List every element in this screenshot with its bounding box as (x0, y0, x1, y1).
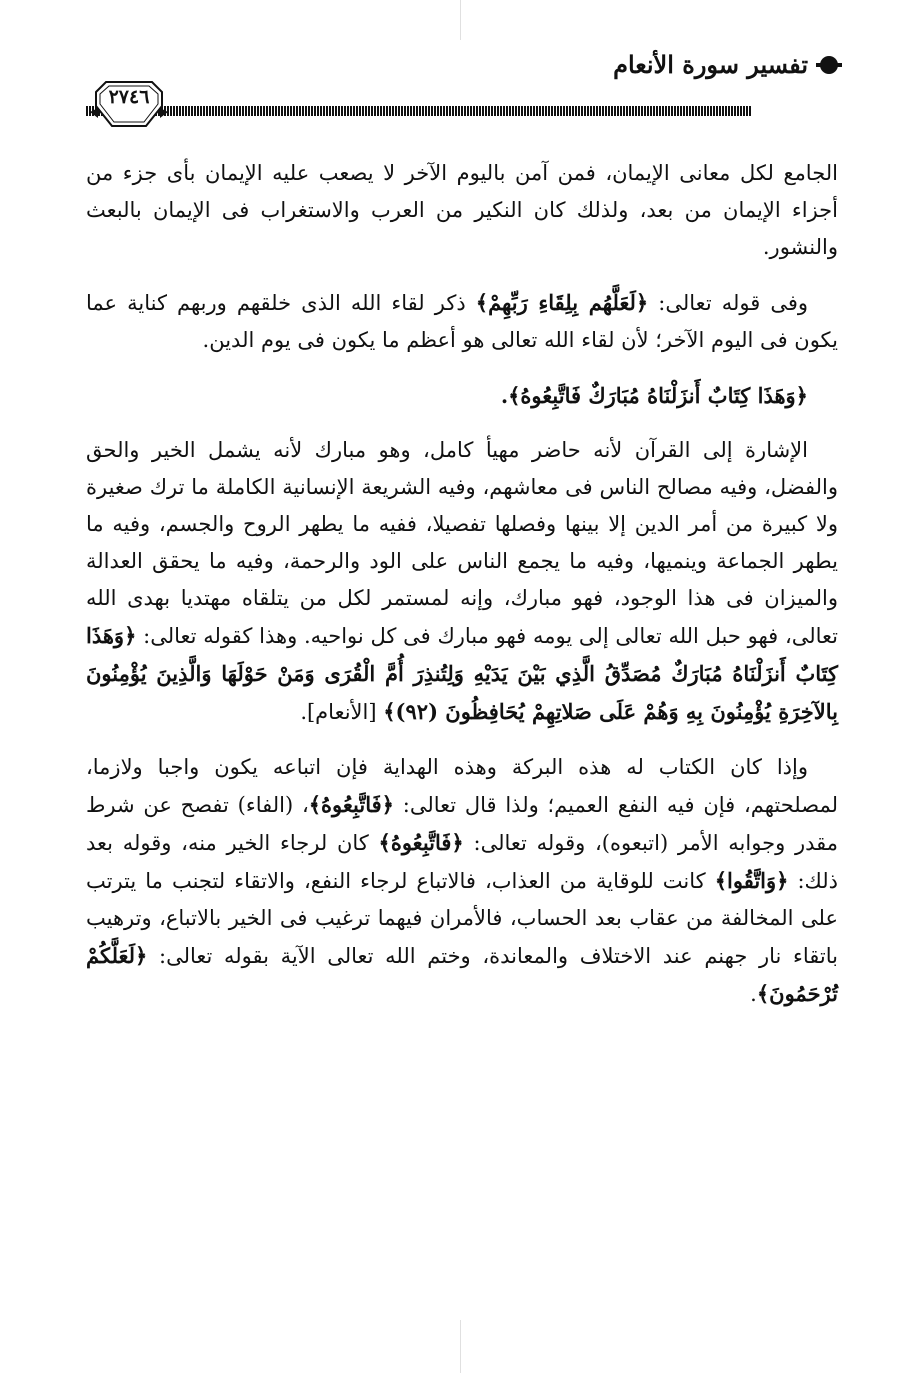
quran-quote: ﴿فَاتَّبِعُوهُ﴾ (378, 830, 464, 855)
quran-quote: ﴿فَاتَّبِعُوهُ﴾ (308, 792, 394, 817)
paragraph-3 (86, 432, 838, 731)
scan-edge-mark-top (460, 0, 461, 40)
paragraph-1: الجامع لكل معانى الإيمان، فمن آمن باليوم الآخر لا يصعب عليه الإيمان بأى جزء من أجزاء الإيمان من بعد، ولذلك كان النكير من العرب والاستغراب فى الإيمان بالبعث والنشور. (86, 161, 838, 259)
paragraph-4-text: ، (الفاء) تفصح عن شرط مقدر وجوابه الأمر (اتبعوه)، وقوله تعالى: (86, 793, 838, 855)
body-text (86, 155, 838, 1031)
paragraph-2-rest: ذكر لقاء الله الذى خلقهم وربهم كناية عما يكون فى اليوم الآخر؛ لأن لقاء الله تعالى هو أعظم ما يكون فى يوم الدين. (86, 291, 838, 352)
quran-quote: ﴿وَهَذَا كِتَابٌ أَنزَلْنَاهُ مُبَارَكٌ مُصَدِّقُ الَّذِي بَيْنَ يَدَيْهِ وَلِتُنذِرَ أُمَّ الْقُرَى وَمَنْ حَوْلَهَا وَالَّذِينَ يُؤْمِنُونَ بِالآخِرَةِ يُؤْمِنُونَ بِهِ وَهُمْ عَلَى صَلاتِهِمْ يُحَافِظُونَ (٩٢)﴾ (86, 623, 838, 724)
page-number: ٢٧٤٦ (108, 86, 150, 108)
paragraph-4-text: كانت للوقاية من العذاب، فالاتباع لرجاء النفع، والاتقاء لتجنب ما يترتب على المخالفة من عقاب بعد الحساب، فالأمران فيهما ترغيب فى الخير بالاتباع، وترهيب باتقاء نار جهنم عند الاختلاف والمعاندة، وختم الله تعالى الآية بقوله تعالى: (86, 869, 838, 968)
ornament-icon (820, 56, 838, 74)
page-number-cartouche (86, 78, 172, 138)
paragraph-2 (86, 284, 838, 359)
verse-heading: ﴿وَهَذَا كِتَابٌ أَنزَلْنَاهُ مُبَارَكٌ فَاتَّبِعُوهُ﴾. (500, 383, 808, 408)
paragraph-4-text: كان لرجاء الخير منه، وقوله بعد ذلك: (86, 831, 839, 893)
page-header (86, 50, 838, 140)
surah-reference: [الأنعام]. (300, 700, 384, 724)
running-title-text: تفسير سورة الأنعام (613, 50, 808, 79)
quran-quote: ﴿وَاتَّقُوا﴾ (714, 868, 789, 893)
paragraph-2-lead: وفى قوله تعالى: (648, 291, 809, 315)
paragraph-4-text: . (750, 982, 757, 1006)
running-title (613, 50, 838, 79)
paragraph-3-lead: الإشارة إلى القرآن لأنه حاضر مهيأ كامل، وهو مبارك لأنه يشمل الخير والحق والفضل، وفيه مصالح الناس فى معاشهم، وفيه الشريعة الإنسانية الكاملة ما ترك صغيرة ولا كبيرة من أمر الدين إلا بينها وفصلها تفصيلا، ففيه ما يطهر الروح والجسم، وفيه ما يطهر الجماعة وينميها، وفيه ما يجمع الناس على الود والرحمة، وفيه ما يحقق العدالة والميزان فى هذا الوجود، فهو مبارك، وإنه لمستمر لكل من يتلقاه مهتديا بهدى الله تعالى، فهو حبل الله تعالى إلى يومه فهو مبارك فى كل نواحيه. وهذا كقوله تعالى: (86, 438, 838, 648)
header-rule (86, 106, 752, 116)
scan-edge-mark-bottom (460, 1320, 461, 1373)
quran-quote: ﴿لَعَلَّهُم بِلِقَاءِ رَبِّهِمْ﴾ (475, 290, 649, 315)
quran-quote: ﴿لَعَلَّكُمْ تُرْحَمُونَ﴾ (86, 943, 838, 1006)
paragraph-4-text: وإذا كان الكتاب له هذه البركة وهذه الهداية فإن اتباعه يكون واجبا ولازما، لمصلحتهم، فإن فيه النفع العميم؛ ولذا قال تعالى: (86, 755, 838, 817)
paragraph-4 (86, 749, 838, 1013)
